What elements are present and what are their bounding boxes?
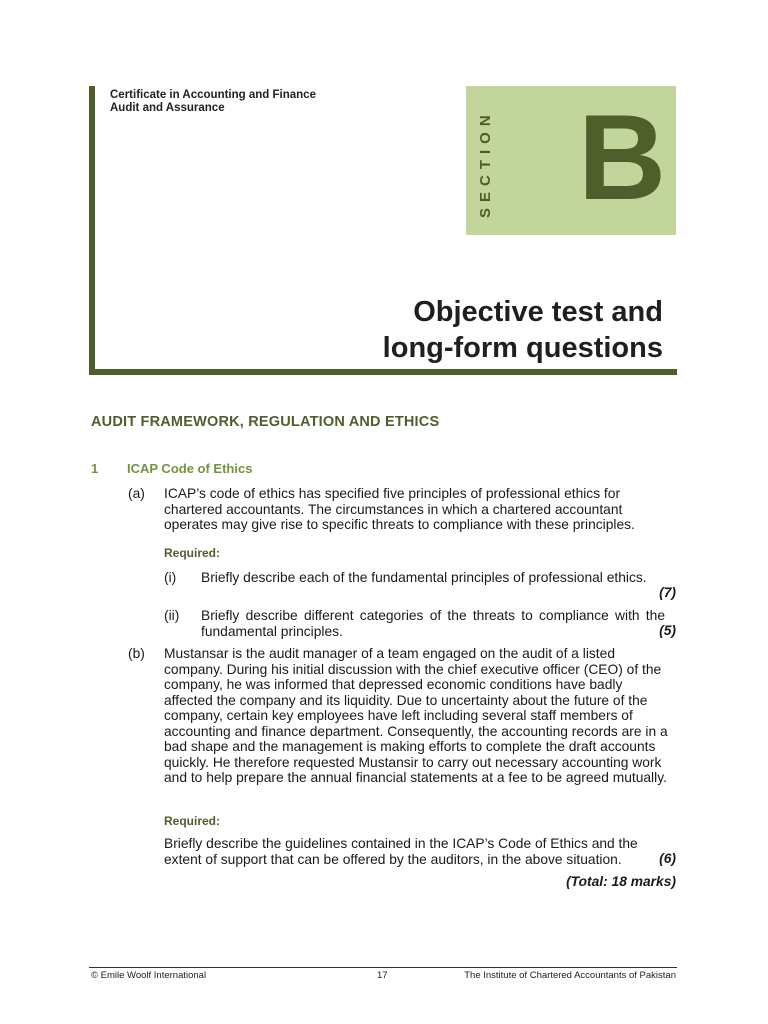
part-a-required: Required:: [164, 546, 221, 560]
footer-divider: [89, 967, 677, 968]
course-name: Certificate in Accounting and Finance: [110, 89, 316, 101]
section-letter: B: [578, 89, 667, 225]
part-b-text: Mustansar is the audit manager of a team engaged on the audit of a listed company. During his initial discussion with the chief executive officer (CEO) of the company, he was informed that depressed economic conditions have badly affected the company and its liquidity. Due to uncertainty about the future of the company, certain key employees have left including several staff members of accounting and finance department. Consequently, the accounting records are in a bad shape and the management is making efforts to complete the draft accounts quickly. He therefore requested Mustansir to carry out necessary accounting work and to help prepare the annual financial statements at a fee to be agreed mutually.: [164, 646, 668, 785]
total-marks: (Total: 18 marks): [566, 874, 676, 889]
part-b-required: Required:: [164, 814, 221, 828]
part-b-marks: (6): [659, 851, 676, 866]
question-title: ICAP Code of Ethics: [127, 461, 253, 476]
subject-name: Audit and Assurance: [110, 102, 225, 114]
footer-institute: The Institute of Chartered Accountants of Pakistan: [464, 970, 676, 981]
part-a-item-ii-label: (ii): [164, 608, 180, 623]
part-a-item-i-text: Briefly describe each of the fundamental principles of professional ethics.: [201, 570, 647, 585]
part-a-label: (a): [128, 486, 145, 501]
topic-heading: AUDIT FRAMEWORK, REGULATION AND ETHICS: [91, 414, 440, 430]
page-title-line-1: Objective test and: [413, 296, 663, 328]
part-b-task: Briefly describe the guidelines contained in the ICAP’s Code of Ethics and the extent of support that can be offered by the auditors, in the above situation.: [164, 836, 638, 867]
part-b-label: (b): [128, 646, 145, 661]
part-a-item-i-label: (i): [164, 570, 177, 585]
part-a-text: ICAP’s code of ethics has specified five principles of professional ethics for chartered accountants. The circumstances in which a chartered accountant operates may give rise to specific threats to compliance with these principles.: [164, 486, 635, 532]
question-number: 1: [91, 461, 99, 476]
page-title-line-2: long-form questions: [382, 332, 663, 364]
section-label: SECTION: [477, 109, 494, 218]
part-a-item-i-marks: (7): [659, 585, 676, 600]
part-a-item-ii-marks: (5): [659, 623, 676, 638]
part-a-item-ii-text: Briefly describe different categories of the threats to compliance with the fundamental principles.: [201, 608, 665, 639]
page-number: 17: [377, 970, 388, 981]
footer-copyright: © Emile Woolf International: [91, 970, 207, 981]
